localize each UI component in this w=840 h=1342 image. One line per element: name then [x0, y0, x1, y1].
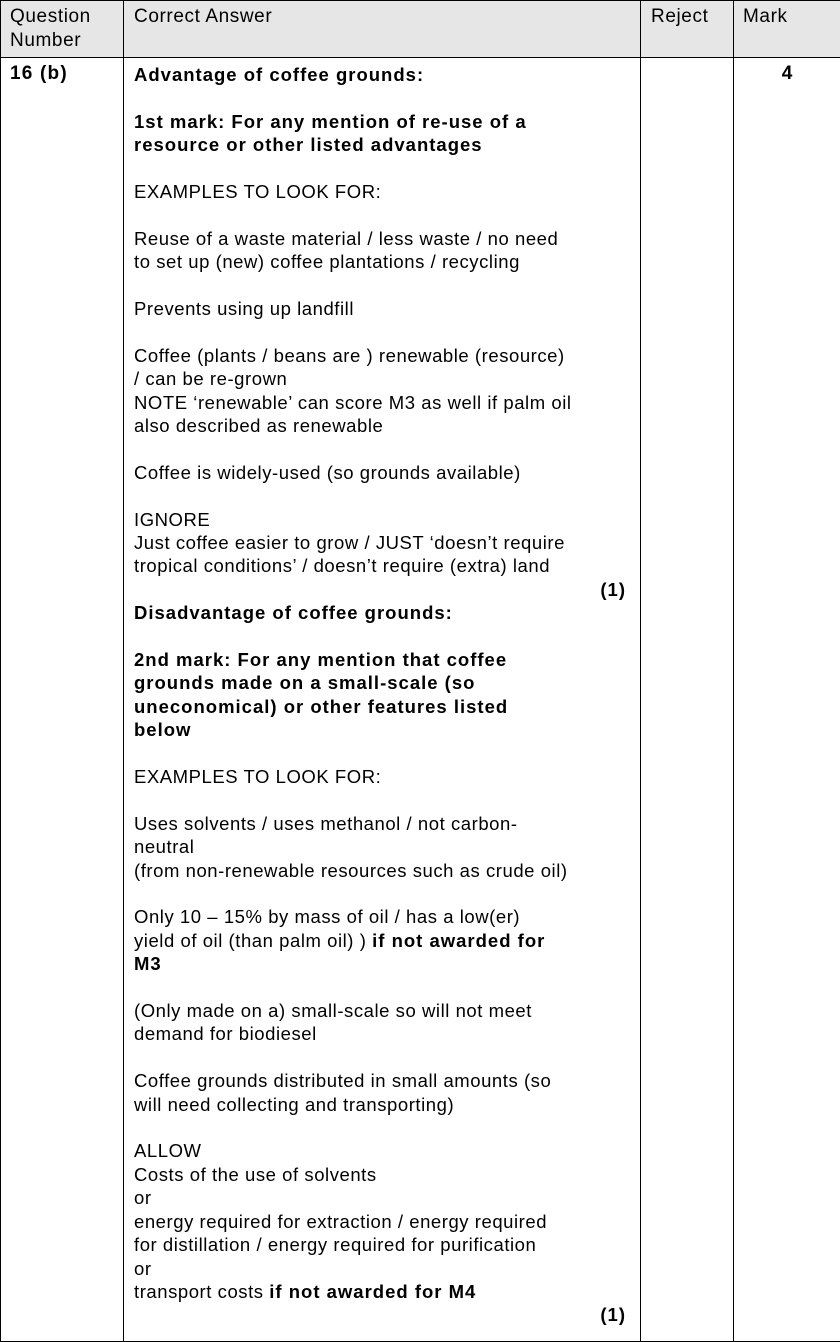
disadvantage-example: neutral [134, 836, 195, 858]
allow-item: for distillation / energy required for purification [134, 1234, 537, 1256]
disadvantage-example: (from non-renewable resources such as crude oil) [134, 859, 568, 881]
disadvantage-mark-rule: below [134, 719, 192, 741]
examples-heading: EXAMPLES TO LOOK FOR: [134, 181, 382, 202]
allow-item: Costs of the use of solvents [134, 1163, 377, 1185]
question-number: 16 (b) [1, 58, 124, 1342]
disadvantage-example [134, 929, 626, 952]
disadvantage-example: Coffee grounds distributed in small amounts (so [134, 1070, 552, 1092]
disadvantage-example: (Only made on a) small-scale so will not meet [134, 1000, 532, 1022]
reject-header: Reject [641, 1, 734, 58]
advantage-heading: Advantage of coffee grounds: [134, 64, 425, 85]
mark-header: Mark [734, 1, 840, 58]
condition-text: if not awarded for M4 [269, 1280, 477, 1302]
header-question-line: Question [10, 6, 91, 27]
advantage-note: also described as renewable [134, 415, 384, 437]
example-text: yield of oil (than palm oil) ) [134, 929, 367, 951]
condition-text: if not awarded for [372, 929, 546, 951]
disadvantage-marks: (1) [600, 1304, 626, 1326]
disadvantage-mark-rule: grounds made on a small-scale (so [134, 672, 476, 694]
ignore-text: tropical conditions’ / doesn’t require (extra) land [134, 555, 551, 577]
advantage-example: to set up (new) coffee plantations / recycling [134, 251, 520, 273]
mark-cell: 4 [734, 58, 840, 1342]
disadvantage-example: demand for biodiesel [134, 1023, 317, 1045]
or-text: or [134, 1257, 152, 1279]
disadvantage-mark-rule: uneconomical) or other features listed [134, 695, 509, 717]
advantage-example: Prevents using up landfill [134, 298, 354, 319]
example-text: transport costs [134, 1280, 264, 1302]
disadvantage-example: will need collecting and transporting) [134, 1093, 455, 1115]
header-number-line: Number [10, 30, 82, 51]
examples-heading: EXAMPLES TO LOOK FOR: [134, 766, 382, 788]
allow-item: energy required for extraction / energy required [134, 1210, 548, 1232]
allow-item [134, 1280, 626, 1303]
question-number-header [1, 1, 124, 58]
allow-heading: ALLOW [134, 1140, 202, 1162]
advantage-mark-rule: resource or other listed advantages [134, 134, 483, 156]
reject-cell [641, 58, 734, 1342]
correct-answer-header: Correct Answer [124, 1, 641, 58]
disadvantage-example: Uses solvents / uses methanol / not carbon- [134, 812, 518, 834]
advantage-example: Reuse of a waste material / less waste / no need [134, 227, 559, 249]
advantage-note: NOTE ‘renewable’ can score M3 as well if palm oil [134, 391, 572, 413]
advantage-example: / can be re-grown [134, 368, 288, 390]
disadvantage-example: Only 10 – 15% by mass of oil / has a low(er) [134, 906, 521, 928]
advantage-example: Coffee is widely-used (so grounds available) [134, 461, 521, 483]
condition-text: M3 [134, 953, 162, 975]
advantage-example: Coffee (plants / beans are ) renewable (resource) [134, 344, 565, 366]
disadvantage-heading: Disadvantage of coffee grounds: [134, 602, 453, 624]
correct-answer-cell [124, 58, 641, 1342]
table-row [1, 58, 840, 1342]
disadvantage-mark-rule: 2nd mark: For any mention that coffee [134, 649, 508, 671]
ignore-text: Just coffee easier to grow / JUST ‘doesn’t require [134, 532, 565, 554]
advantage-marks: (1) [600, 578, 626, 600]
advantage-mark-rule: 1st mark: For any mention of re-use of a [134, 110, 527, 132]
header-row [1, 1, 840, 58]
ignore-heading: IGNORE [134, 508, 211, 530]
or-text: or [134, 1187, 152, 1209]
